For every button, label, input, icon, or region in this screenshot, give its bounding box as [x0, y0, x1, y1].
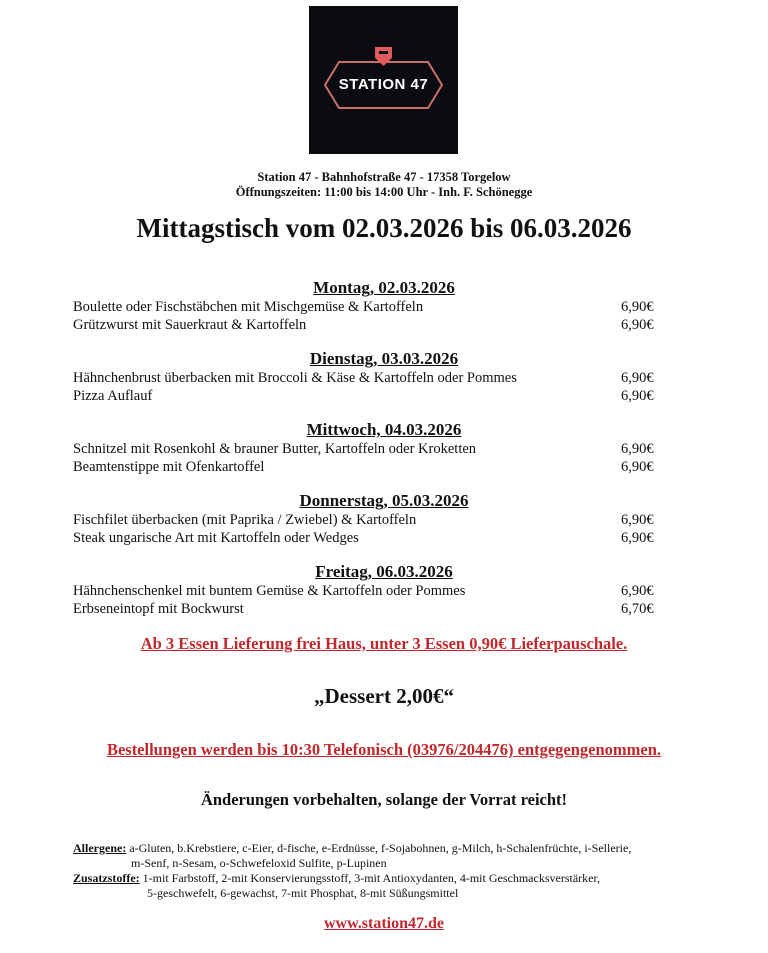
- day-heading: Donnerstag, 05.03.2026: [299, 491, 469, 510]
- day-friday: [0, 562, 768, 618]
- menu-item: [0, 458, 768, 476]
- menu-item: [0, 316, 768, 334]
- dish-name: Hähnchenbrust überbacken mit Broccoli & Käse & Kartoffeln oder Pommes: [73, 370, 517, 386]
- day-thursday: [0, 491, 768, 547]
- allergens-label: Allergene:: [73, 841, 127, 855]
- dish-price: 6,90€: [621, 459, 654, 475]
- station47-logo: [309, 6, 458, 154]
- menu-item: [0, 600, 768, 618]
- day-heading: Montag, 02.03.2026: [313, 278, 455, 297]
- dish-name: Hähnchenschenkel mit buntem Gemüse & Kartoffeln oder Pommes: [73, 583, 466, 599]
- logo-text: STATION 47: [338, 76, 429, 93]
- day-tuesday: [0, 349, 768, 405]
- menu-item: [0, 298, 768, 316]
- allergens-line-2: m-Senf, n-Sesam, o-Schwefeloxid Sulfite, p-Lupinen: [131, 856, 387, 870]
- allergens-text: a-Gluten, b.Krebstiere, c-Eier, d-fische, e-Erdnüsse, f-Sojabohnen, g-Milch, h-Schalenfrüchte, i-Sellerie,: [129, 841, 632, 855]
- order-info: Bestellungen werden bis 10:30 Telefonisch (03976/204476) entgegengenommen.: [106, 740, 662, 759]
- day-heading: Dienstag, 03.03.2026: [309, 349, 459, 368]
- dish-price: 6,90€: [621, 388, 654, 404]
- dish-price: 6,90€: [621, 370, 654, 386]
- dish-name: Fischfilet überbacken (mit Paprika / Zwiebel) & Kartoffeln: [73, 512, 417, 528]
- address-line: Station 47 - Bahnhofstraße 47 - 17358 Torgelow: [257, 170, 511, 184]
- day-heading: Mittwoch, 04.03.2026: [306, 420, 462, 439]
- dessert-price: „Dessert 2,00€“: [314, 684, 454, 708]
- opening-hours: Öffnungszeiten: 11:00 bis 14:00 Uhr - Inh. F. Schönegge: [235, 185, 533, 199]
- dish-price: 6,90€: [621, 441, 654, 457]
- dish-name: Pizza Auflauf: [73, 388, 153, 404]
- dish-name: Steak ungarische Art mit Kartoffeln oder Wedges: [73, 530, 359, 546]
- dish-name: Schnitzel mit Rosenkohl & brauner Butter, Kartoffeln oder Kroketten: [73, 441, 477, 457]
- dish-name: Boulette oder Fischstäbchen mit Mischgemüse & Kartoffeln: [73, 299, 424, 315]
- day-heading: Freitag, 06.03.2026: [315, 562, 453, 581]
- additives-line-1: [73, 871, 600, 886]
- menu-item: [0, 369, 768, 387]
- dish-price: 6,90€: [621, 530, 654, 546]
- additives-label: Zusatzstoffe:: [73, 871, 140, 885]
- dish-price: 6,70€: [621, 601, 654, 617]
- allergens-line-1: [73, 841, 631, 856]
- menu-item: [0, 582, 768, 600]
- dish-name: Erbseneintopf mit Bockwurst: [73, 601, 244, 617]
- menu-item: [0, 511, 768, 529]
- menu-item: [0, 387, 768, 405]
- dish-name: Grützwurst mit Sauerkraut & Kartoffeln: [73, 317, 307, 333]
- menu-item: [0, 529, 768, 547]
- dish-price: 6,90€: [621, 512, 654, 528]
- dish-price: 6,90€: [621, 317, 654, 333]
- shield-icon: [375, 47, 392, 66]
- delivery-info: Ab 3 Essen Lieferung frei Haus, unter 3 Essen 0,90€ Lieferpauschale.: [140, 634, 628, 653]
- day-wednesday: [0, 420, 768, 476]
- additives-line-2: 5-geschwefelt, 6-gewachst, 7-mit Phosphat, 8-mit Süßungsmittel: [147, 886, 459, 900]
- dish-price: 6,90€: [621, 299, 654, 315]
- additives-text: 1-mit Farbstoff, 2-mit Konservierungsstoff, 3-mit Antioxydanten, 4-mit Geschmacksverstärker,: [142, 871, 600, 885]
- dish-price: 6,90€: [621, 583, 654, 599]
- change-notice: Änderungen vorbehalten, solange der Vorrat reicht!: [200, 790, 568, 809]
- menu-item: [0, 440, 768, 458]
- dish-name: Beamtenstippe mit Ofenkartoffel: [73, 459, 265, 475]
- day-monday: [0, 278, 768, 334]
- website-link[interactable]: www.station47.de: [323, 915, 444, 932]
- page-title: Mittagstisch vom 02.03.2026 bis 06.03.2026: [136, 213, 632, 243]
